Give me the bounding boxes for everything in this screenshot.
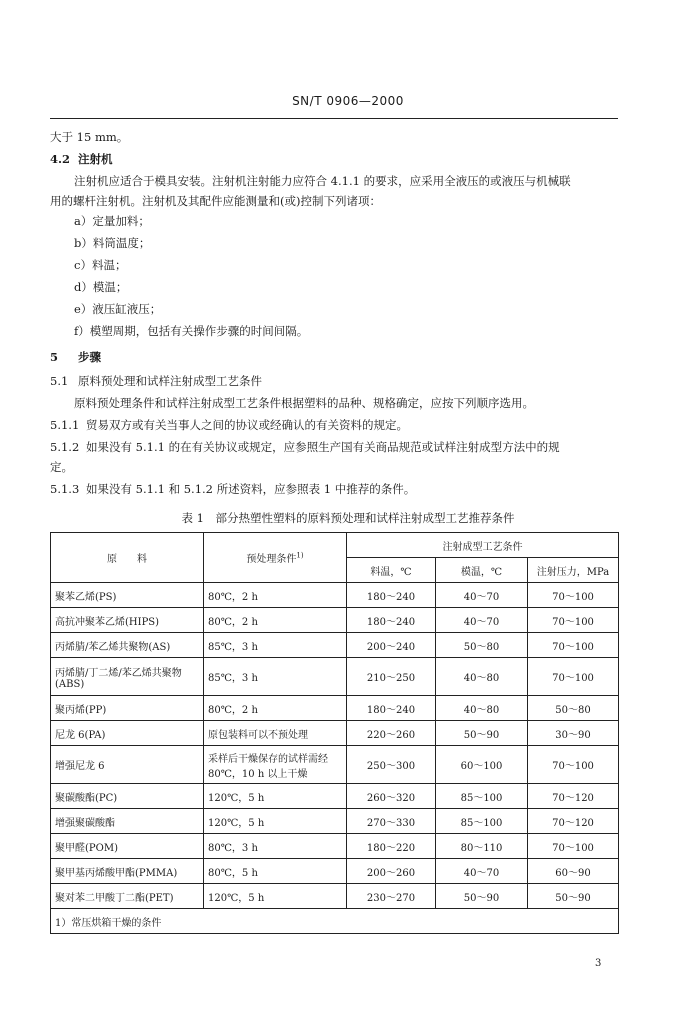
clause-number: 5.1.2 — [50, 440, 80, 454]
cell-melt-temp: 180～220 — [347, 834, 436, 859]
cell-mold-temp: 50～90 — [436, 721, 528, 746]
cell-material: 高抗冲聚苯乙烯(HIPS) — [51, 608, 204, 633]
cell-pretreatment: 120℃，5 h — [204, 884, 347, 909]
table-row — [51, 696, 619, 721]
list-item: a）定量加料； — [74, 214, 150, 228]
cell-melt-temp: 200～260 — [347, 859, 436, 884]
section-4-2-heading — [50, 150, 113, 168]
clause-text: 如果没有 5.1.1 和 5.1.2 所述资料，应参照表 1 中推荐的条件。 — [86, 482, 416, 496]
cell-melt-temp: 250～300 — [347, 746, 436, 784]
cell-material: 聚碳酸酯(PC) — [51, 784, 204, 809]
clause-number: 5.1.3 — [50, 482, 80, 496]
cell-material: 丙烯腈/丁二烯/苯乙烯共聚物(ABS) — [51, 658, 204, 696]
cell-injection-pressure: 50～90 — [528, 884, 619, 909]
cell-material: 聚甲醛(POM) — [51, 834, 204, 859]
cell-material: 增强尼龙 6 — [51, 746, 204, 784]
cell-melt-temp: 180～240 — [347, 608, 436, 633]
clause-5-1-1 — [50, 416, 408, 434]
cell-injection-pressure: 70～100 — [528, 633, 619, 658]
header-molding-group: 注射成型工艺条件 — [347, 533, 619, 558]
table-row — [51, 721, 619, 746]
paragraph-line: 用的螺杆注射机。注射机及其配件应能测量和(或)控制下列诸项： — [50, 194, 381, 208]
cell-mold-temp: 40～80 — [436, 696, 528, 721]
cell-injection-pressure: 70～100 — [528, 608, 619, 633]
section-title: 原料预处理和试样注射成型工艺条件 — [78, 374, 262, 388]
list-item: f）模塑周期，包括有关操作步骤的时间间隔。 — [74, 324, 309, 338]
clause-5-1-2 — [50, 438, 560, 456]
cell-injection-pressure: 70～120 — [528, 784, 619, 809]
cell-injection-pressure: 60～90 — [528, 859, 619, 884]
list-item: c）料温； — [74, 258, 127, 272]
cell-mold-temp: 40～70 — [436, 859, 528, 884]
header-injection-pressure: 注射压力，MPa — [528, 558, 619, 583]
section-number: 5.1 — [50, 374, 69, 388]
cell-pretreatment: 120℃，5 h — [204, 809, 347, 834]
cell-injection-pressure: 70～120 — [528, 809, 619, 834]
cell-injection-pressure: 70～100 — [528, 658, 619, 696]
section-number: 4.2 — [50, 152, 71, 166]
table-row — [51, 834, 619, 859]
cell-injection-pressure: 50～80 — [528, 696, 619, 721]
cell-material: 聚对苯二甲酸丁二酯(PET) — [51, 884, 204, 909]
clause-number: 5.1.1 — [50, 418, 80, 432]
cell-mold-temp: 80～110 — [436, 834, 528, 859]
cell-pretreatment: 85℃，3 h — [204, 658, 347, 696]
cell-material: 丙烯腈/苯乙烯共聚物(AS) — [51, 633, 204, 658]
cell-melt-temp: 270～330 — [347, 809, 436, 834]
cell-pretreatment: 80℃，2 h — [204, 696, 347, 721]
cell-pretreatment: 80℃，2 h — [204, 608, 347, 633]
section-title: 注射机 — [78, 152, 113, 166]
cell-material: 聚丙烯(PP) — [51, 696, 204, 721]
header-pretreatment-label: 预处理条件 — [246, 554, 297, 565]
cell-mold-temp: 40～70 — [436, 583, 528, 608]
table-caption: 表 1 部分热塑性塑料的原料预处理和试样注射成型工艺推荐条件 — [181, 511, 515, 525]
cell-melt-temp: 180～240 — [347, 583, 436, 608]
cell-material: 增强聚碳酸酯 — [51, 809, 204, 834]
cell-mold-temp: 85～100 — [436, 784, 528, 809]
table-row — [51, 859, 619, 884]
cell-melt-temp: 230～270 — [347, 884, 436, 909]
list-item: d）模温； — [74, 280, 128, 294]
cell-injection-pressure: 30～90 — [528, 721, 619, 746]
cell-pretreatment: 80℃，2 h — [204, 583, 347, 608]
cell-melt-temp: 220～260 — [347, 721, 436, 746]
section-number: 5 — [50, 350, 59, 364]
paragraph-line: 定。 — [50, 460, 73, 474]
table-row — [51, 633, 619, 658]
paragraph-line: 原料预处理条件和试样注射成型工艺条件根据塑料的品种、规格确定，应按下列顺序选用。 — [74, 396, 534, 410]
text-line: 大于 15 mm。 — [50, 130, 129, 144]
footnote-ref: 1) — [296, 551, 304, 560]
cell-mold-temp: 85～100 — [436, 809, 528, 834]
cell-injection-pressure: 70～100 — [528, 583, 619, 608]
clause-5-1-3 — [50, 480, 415, 498]
page-number: 3 — [595, 958, 602, 969]
table-row — [51, 884, 619, 909]
process-conditions-table — [50, 532, 619, 934]
table-row — [51, 608, 619, 633]
cell-mold-temp: 60～100 — [436, 746, 528, 784]
cell-melt-temp: 180～240 — [347, 696, 436, 721]
cell-mold-temp: 40～80 — [436, 658, 528, 696]
table-footnote: 1）常压烘箱干燥的条件 — [51, 909, 619, 934]
cell-pretreatment: 120℃，5 h — [204, 784, 347, 809]
clause-text: 如果没有 5.1.1 的在有关协议或规定，应参照生产国有关商品规范或试样注射成型方法中的规 — [86, 440, 560, 454]
cell-mold-temp: 50～80 — [436, 633, 528, 658]
table-row — [51, 746, 619, 784]
list-item: e）液压缸液压； — [74, 302, 162, 316]
section-title: 步骤 — [78, 350, 101, 364]
cell-pretreatment: 采样后干燥保存的试样需经80℃，10 h 以上干燥 — [204, 746, 347, 784]
header-material: 原 料 — [51, 533, 204, 583]
cell-injection-pressure: 70～100 — [528, 834, 619, 859]
cell-pretreatment: 原包装料可以不预处理 — [204, 721, 347, 746]
cell-material: 尼龙 6(PA) — [51, 721, 204, 746]
cell-melt-temp: 200～240 — [347, 633, 436, 658]
cell-injection-pressure: 70～100 — [528, 746, 619, 784]
header-pretreatment — [204, 533, 347, 583]
header-rule — [50, 118, 618, 119]
cell-pretreatment: 80℃，5 h — [204, 859, 347, 884]
list-item: b）料筒温度； — [74, 236, 151, 250]
header-mold-temp: 模温，℃ — [436, 558, 528, 583]
table-row — [51, 809, 619, 834]
cell-mold-temp: 40～70 — [436, 608, 528, 633]
clause-text: 贸易双方或有关当事人之间的协议或经确认的有关资料的规定。 — [86, 418, 408, 432]
cell-material: 聚甲基丙烯酸甲酯(PMMA) — [51, 859, 204, 884]
paragraph-line: 注射机应适合于模具安装。注射机注射能力应符合 4.1.1 的要求，应采用全液压的或液压与机械联 — [74, 174, 571, 188]
table-row — [51, 583, 619, 608]
cell-melt-temp: 260～320 — [347, 784, 436, 809]
cell-pretreatment: 85℃，3 h — [204, 633, 347, 658]
table-row — [51, 784, 619, 809]
cell-melt-temp: 210～250 — [347, 658, 436, 696]
section-5-heading — [50, 348, 101, 366]
header-melt-temp: 料温，℃ — [347, 558, 436, 583]
cell-pretreatment: 80℃，3 h — [204, 834, 347, 859]
section-5-1-heading — [50, 372, 262, 390]
cell-mold-temp: 50～90 — [436, 884, 528, 909]
cell-material: 聚苯乙烯(PS) — [51, 583, 204, 608]
table-row — [51, 658, 619, 696]
page-header: SN/T 0906—2000 — [292, 94, 404, 108]
